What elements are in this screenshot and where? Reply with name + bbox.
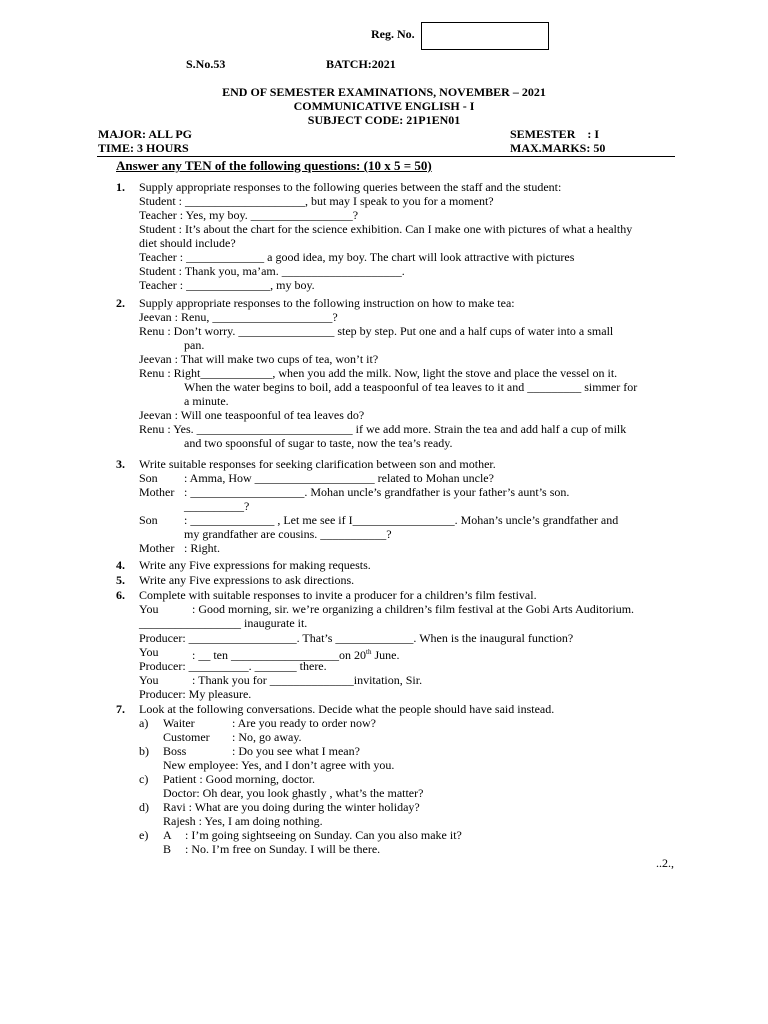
q1-prompt: Supply appropriate responses to the following queries between the staff and the student:	[139, 180, 562, 194]
q6-line-text-end: June.	[371, 648, 400, 662]
q7-sub-label: e)	[139, 828, 149, 842]
q6-speaker: You	[139, 673, 159, 687]
header-divider	[97, 156, 675, 157]
q3-number: 3.	[116, 457, 125, 471]
max-marks: MAX.MARKS: 50	[510, 141, 606, 155]
subject-code: SUBJECT CODE: 21P1EN01	[307, 113, 461, 127]
q7-line: New employee: Yes, and I don’t agree with you.	[163, 758, 395, 772]
batch: BATCH:2021	[326, 57, 396, 71]
q3-speaker: Mother	[139, 485, 175, 499]
q1-line: Student : Thank you, ma’am. ____________________.	[139, 264, 405, 278]
q7-speaker: Boss	[163, 744, 187, 758]
q6-speaker: You	[139, 602, 159, 616]
q2-line: Jeevan : Renu, ____________________?	[139, 310, 338, 324]
q6-speaker: You	[139, 645, 159, 659]
q7-prompt: Look at the following conversations. Decide what the people should have said instead.	[139, 702, 555, 716]
exam-title: END OF SEMESTER EXAMINATIONS, NOVEMBER – 2021	[222, 85, 546, 99]
q3-line: : Amma, How ____________________ related to Mohan uncle?	[184, 471, 494, 485]
q5-prompt: Write any Five expressions to ask directions.	[139, 573, 355, 587]
q2-line: pan.	[184, 338, 205, 352]
q1-line: Teacher : _____________ a good idea, my boy. The chart will look attractive with pictures	[139, 250, 575, 264]
q7-sub-label: c)	[139, 772, 149, 786]
q7-line: : No. I’m free on Sunday. I will be there.	[185, 842, 381, 856]
q6-line: Producer: __________. _______ there.	[139, 659, 327, 673]
q3-line: : Right.	[184, 541, 221, 555]
q7-line: : I’m going sightseeing on Sunday. Can you also make it?	[185, 828, 462, 842]
q2-prompt: Supply appropriate responses to the following instruction on how to make tea:	[139, 296, 515, 310]
q7-line: Patient : Good morning, doctor.	[163, 772, 315, 786]
reg-no-box[interactable]	[421, 22, 549, 50]
q2-line: When the water begins to boil, add a teaspoonful of tea leaves to it and _________ simmer for	[184, 380, 638, 394]
q7-number: 7.	[116, 702, 125, 716]
q3-speaker: Mother	[139, 541, 175, 555]
q5-number: 5.	[116, 573, 125, 587]
q3-line: : ______________ , Let me see if I_________________. Mohan’s uncle’s grandfather and	[184, 513, 619, 527]
q1-line: Student : It’s about the chart for the science exhibition. Can I make one with pictures of what a healthy	[139, 222, 633, 236]
q7-line: : Are you ready to order now?	[232, 716, 376, 730]
q7-speaker: A	[163, 828, 172, 842]
q7-line: : Do you see what I mean?	[232, 744, 360, 758]
ordinal-suffix: th	[366, 648, 372, 656]
major: MAJOR: ALL PG	[98, 127, 193, 141]
q7-speaker: Waiter	[163, 716, 195, 730]
q7-sub-label: d)	[139, 800, 149, 814]
q2-line: Renu : Yes. __________________________ if we add more. Strain the tea and add half a cup of milk	[139, 422, 627, 436]
q7-line: : No, go away.	[232, 730, 302, 744]
q2-line: Jeevan : That will make two cups of tea, won’t it?	[139, 352, 379, 366]
q2-line: a minute.	[184, 394, 229, 408]
q6-line: _________________ inaugurate it.	[139, 616, 308, 630]
q2-line: and two spoonsful of sugar to taste, now the tea’s ready.	[184, 436, 453, 450]
q6-line: Producer: My pleasure.	[139, 687, 252, 701]
q6-line: : Good morning, sir. we’re organizing a children’s film festival at the Gobi Arts Auditorium.	[192, 602, 635, 616]
q3-line: : ___________________. Mohan uncle’s grandfather is your father’s aunt’s son.	[184, 485, 570, 499]
q6-line-text: : __ ten __________________on 20	[192, 648, 366, 662]
q6-number: 6.	[116, 588, 125, 602]
q6-line: : Thank you for ______________invitation, Sir.	[192, 673, 423, 687]
q7-line: Ravi : What are you doing during the winter holiday?	[163, 800, 420, 814]
q7-line: Doctor: Oh dear, you look ghastly , what’s the matter?	[163, 786, 424, 800]
reg-no-label: Reg. No.	[371, 27, 415, 41]
q3-prompt: Write suitable responses for seeking clarification between son and mother.	[139, 457, 496, 471]
serial-number: S.No.53	[186, 57, 226, 71]
time: TIME: 3 HOURS	[98, 141, 189, 155]
q3-line: __________?	[184, 499, 250, 513]
q1-line: Teacher : Yes, my boy. _________________?	[139, 208, 359, 222]
q2-line: Renu : Don’t worry. ________________ step by step. Put one and a half cups of water into a small	[139, 324, 614, 338]
page-continuation-marker: ..2.,	[656, 856, 674, 870]
q7-line: Rajesh : Yes, I am doing nothing.	[163, 814, 323, 828]
q1-line: Student : ____________________, but may I speak to you for a moment?	[139, 194, 494, 208]
q7-speaker: B	[163, 842, 172, 856]
q4-prompt: Write any Five expressions for making requests.	[139, 558, 371, 572]
q2-line: Jeevan : Will one teaspoonful of tea leaves do?	[139, 408, 365, 422]
q7-speaker: Customer	[163, 730, 210, 744]
q1-number: 1.	[116, 180, 125, 194]
q6-prompt: Complete with suitable responses to invite a producer for a children’s film festival.	[139, 588, 537, 602]
semester: SEMESTER : I	[510, 127, 600, 141]
instruction: Answer any TEN of the following questions: (10 x 5 = 50)	[116, 158, 432, 173]
q3-speaker: Son	[139, 513, 158, 527]
q4-number: 4.	[116, 558, 125, 572]
q2-number: 2.	[116, 296, 125, 310]
q1-line: Teacher : ______________, my boy.	[139, 278, 315, 292]
q1-line: diet should include?	[139, 236, 236, 250]
q3-speaker: Son	[139, 471, 158, 485]
q3-line: my grandfather are cousins. ___________?	[184, 527, 392, 541]
course-title: COMMUNICATIVE ENGLISH - I	[293, 99, 475, 113]
q7-sub-label: a)	[139, 716, 149, 730]
q7-sub-label: b)	[139, 744, 149, 758]
q6-line: Producer: __________________. That’s _____________. When is the inaugural function?	[139, 631, 574, 645]
q2-line: Renu : Right____________, when you add the milk. Now, light the stove and place the vessel on it.	[139, 366, 618, 380]
